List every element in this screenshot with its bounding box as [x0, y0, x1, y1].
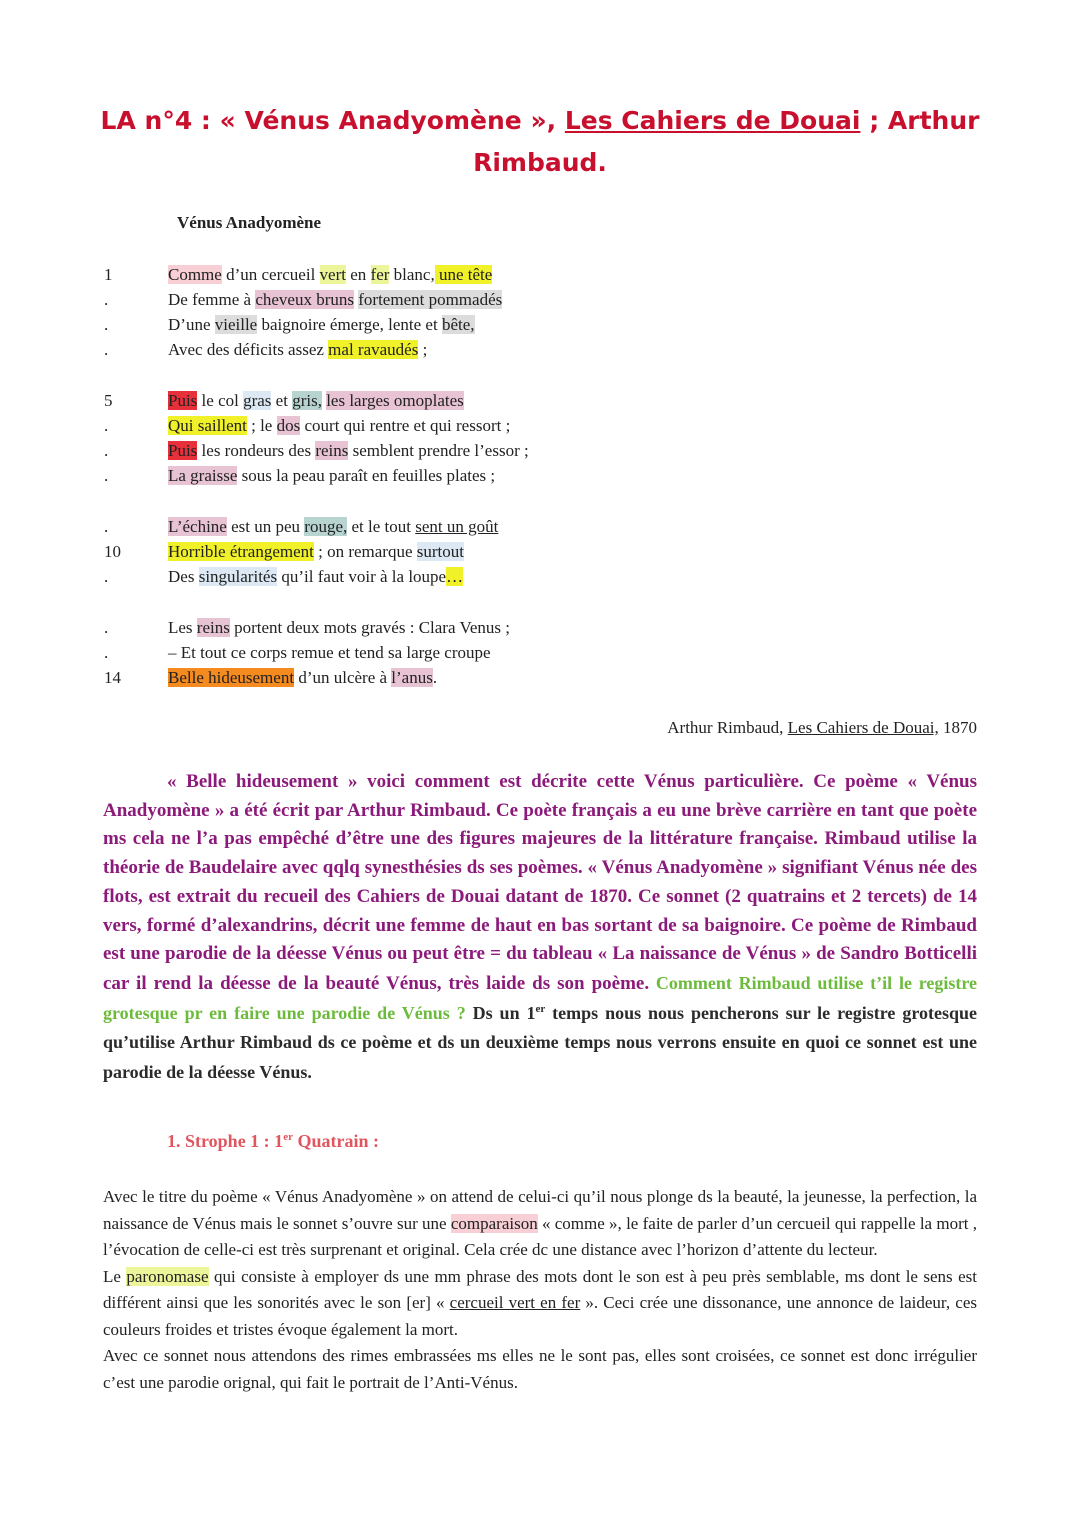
highlight-paronomase: paronomase: [126, 1266, 209, 1286]
attribution-year: 1870: [938, 718, 977, 737]
verse-text: – Et tout ce corps remue et tend sa large croupe: [168, 643, 491, 662]
line-number: 14: [104, 668, 121, 687]
highlight-comparaison: comparaison: [450, 1213, 538, 1233]
title-part1: LA n°4 : « Vénus Anadyomène »,: [100, 106, 557, 135]
line-number: .: [104, 290, 109, 309]
title-work: Les Cahiers de Douai: [564, 106, 861, 135]
verse-text: D’une vieille baignoire émerge, lente et bête,: [168, 315, 475, 334]
verse-text: Puis les rondeurs des reins semblent prendre l’essor ;: [168, 441, 529, 460]
line-number: .: [104, 441, 109, 460]
attribution: [667, 718, 977, 738]
attribution-author: Arthur Rimbaud,: [667, 718, 784, 737]
verse-text: Comme d’un cercueil vert en fer blanc, une tête: [168, 265, 493, 284]
line-number: .: [104, 567, 109, 586]
problematic-question: Comment Rimbaud utilise t’il le registre grotesque pr en faire une parodie de Vénus ?: [103, 972, 978, 1023]
verse-text: La graisse sous la peau paraît en feuilles plates ;: [168, 466, 496, 485]
plan-announcement: Ds un 1er temps nous nous pencherons sur le registre grotesque qu’utilise Arthur Rimbaud ds ce poème et ds un deuxième temps nous verrons ensuite en quoi ce sonnet est une parodie de la déesse Vénus.: [103, 1002, 977, 1083]
verse-text: Qui saillent ; le dos court qui rentre et qui ressort ;: [168, 416, 511, 435]
analysis-paragraph: Avec le titre du poème « Vénus Anadyomène » on attend de celui-ci qu’il nous plonge ds la beauté, la jeunesse, la perfection, la naissance de Vénus mais le sonnet s’ouvre sur une comparaison « comme », le faite de parler d’un cercueil qui rappelle la mort , l’évocation de celle-ci est très surprenant et original. Cela crée dc une distance avec l’horizon d’attente du lecteur. Le paronomase qui consiste à employer ds une mm phrase des mots dont le son est à peu près semblable, ms dont le sens est différent ainsi que les sonorités avec le son [er] « cercueil vert en fer ». Ceci crée une dissonance, une annonce de laideur, ces couleurs froides et tristes évoque également la mort. Avec ce sonnet nous attendons des rimes embrassées ms elles ne le sont pas, elles sont croisées, ce sonnet est donc irrégulier c’est une parodie orignal, qui fait le portrait de l’Anti-Vénus.: [103, 1187, 977, 1392]
verse-text: De femme à cheveux bruns fortement pommadés: [168, 290, 503, 309]
verse-text: Les reins portent deux mots gravés : Clara Venus ;: [168, 618, 510, 637]
section-heading: 1. Strophe 1 : 1er Quatrain :: [167, 1131, 379, 1151]
line-number: .: [104, 618, 109, 637]
verse-text: Avec des déficits assez mal ravaudés ;: [168, 340, 428, 359]
verse-text: L’échine est un peu rouge, et le tout sent un goût: [168, 517, 499, 536]
verse-text: Horrible étrangement ; on remarque surtout: [168, 542, 464, 561]
poem-title: Vénus Anadyomène: [177, 213, 322, 232]
title-part3: ; Arthur Rimbaud.: [473, 106, 980, 177]
verse-text: Belle hideusement d’un ulcère à l’anus.: [168, 668, 438, 687]
line-number: 1: [104, 265, 113, 284]
introduction-paragraph: [103, 768, 977, 1088]
line-number: .: [104, 466, 109, 485]
line-number: 10: [104, 542, 121, 561]
line-number: 5: [104, 391, 113, 410]
attribution-work: Les Cahiers de Douai,: [787, 718, 939, 737]
line-number: .: [104, 315, 109, 334]
intro-main: « Belle hideusement » voici comment est décrite cette Vénus particulière. Ce poème « Vénus Anadyomène » a été écrit par Arthur Rimbaud. Ce poète français a eu une brève carrière en tant que poète ms cela ne l’a pas empêché d’être une des figures majeures de la littérature française. Rimbaud utilise la théorie de Baudelaire avec qqlq synesthésies ds ses poèmes. « Vénus Anadyomène » signifiant Vénus née des flots, est extrait du recueil des Cahiers de Douai datant de 1870. Ce sonnet (2 quatrains et 2 tercets) de 14 vers, formé d’alexandrins, décrit une femme de haut en bas sortant de sa baignoire. Ce poème de Rimbaud est une parodie de la déesse Vénus ou peut être = du tableau « La naissance de Vénus » de Sandro Botticelli car il rend la déesse de la beauté Vénus, très laide ds son poème.: [103, 771, 977, 994]
line-number: .: [104, 416, 109, 435]
line-number: .: [104, 517, 109, 536]
line-number: .: [104, 643, 109, 662]
verse-text: Puis le col gras et gris, les larges omoplates: [168, 391, 464, 410]
line-number: .: [104, 340, 109, 359]
verse-text: Des singularités qu’il faut voir à la loupe…: [168, 567, 464, 586]
page-title: [100, 100, 980, 184]
